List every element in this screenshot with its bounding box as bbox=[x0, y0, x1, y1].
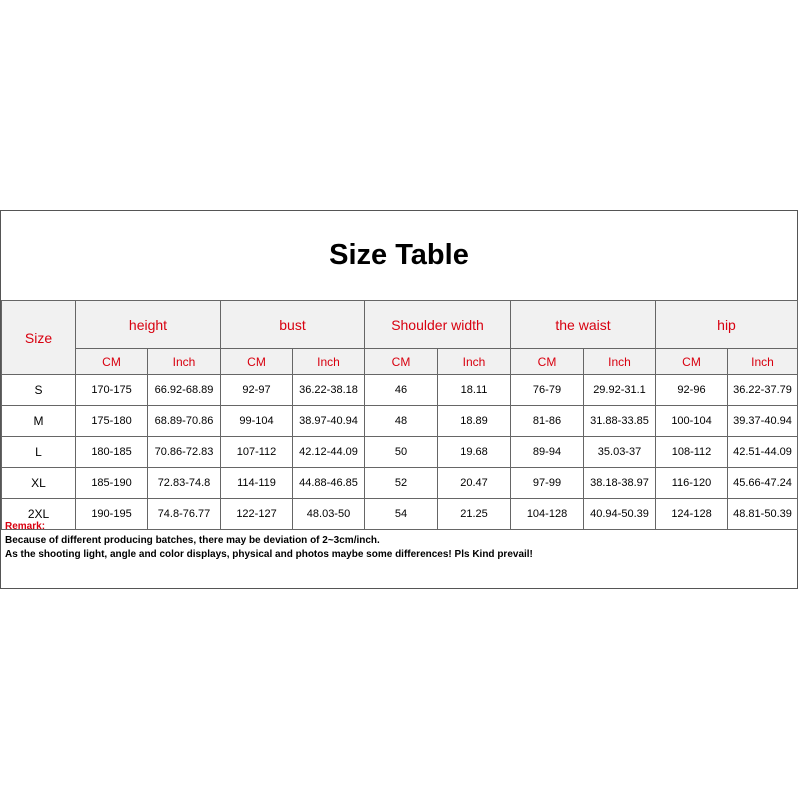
table-cell: 81-86 bbox=[511, 406, 584, 437]
table-cell: 19.68 bbox=[438, 437, 511, 468]
size-cell: XL bbox=[2, 468, 76, 499]
table-cell: 122-127 bbox=[221, 499, 293, 530]
table-cell: 52 bbox=[365, 468, 438, 499]
table-cell: 74.8-76.77 bbox=[148, 499, 221, 530]
page-title: Size Table bbox=[329, 239, 469, 271]
remark bbox=[5, 520, 795, 562]
group-header-shoulder-width: Shoulder width bbox=[365, 301, 511, 349]
remark-line: Because of different producing batches, there may be deviation of 2~3cm/inch. bbox=[5, 535, 380, 546]
table-cell: 68.89-70.86 bbox=[148, 406, 221, 437]
table-cell: 42.51-44.09 bbox=[728, 437, 798, 468]
table-cell: 40.94-50.39 bbox=[584, 499, 656, 530]
table-row bbox=[2, 375, 798, 406]
table-cell: 18.89 bbox=[438, 406, 511, 437]
size-header: Size bbox=[2, 301, 76, 375]
table-cell: 76-79 bbox=[511, 375, 584, 406]
table-cell: 50 bbox=[365, 437, 438, 468]
table-cell: 92-96 bbox=[656, 375, 728, 406]
table-cell: 116-120 bbox=[656, 468, 728, 499]
table-cell: 175-180 bbox=[76, 406, 148, 437]
unit-header: CM bbox=[76, 349, 148, 375]
size-cell: L bbox=[2, 437, 76, 468]
unit-header: CM bbox=[511, 349, 584, 375]
table-cell: 46 bbox=[365, 375, 438, 406]
unit-header: Inch bbox=[438, 349, 511, 375]
table-cell: 54 bbox=[365, 499, 438, 530]
group-header-height: height bbox=[76, 301, 221, 349]
table-cell: 20.47 bbox=[438, 468, 511, 499]
table-row bbox=[2, 406, 798, 437]
unit-header: CM bbox=[221, 349, 293, 375]
size-table bbox=[1, 300, 798, 530]
table-cell: 107-112 bbox=[221, 437, 293, 468]
size-chart bbox=[0, 210, 798, 589]
table-cell: 72.83-74.8 bbox=[148, 468, 221, 499]
table-cell: 31.88-33.85 bbox=[584, 406, 656, 437]
table-cell: 36.22-37.79 bbox=[728, 375, 798, 406]
table-cell: 190-195 bbox=[76, 499, 148, 530]
unit-header: Inch bbox=[584, 349, 656, 375]
table-cell: 66.92-68.89 bbox=[148, 375, 221, 406]
unit-header: CM bbox=[365, 349, 438, 375]
group-header-waist: the waist bbox=[511, 301, 656, 349]
table-cell: 35.03-37 bbox=[584, 437, 656, 468]
table-cell: 38.97-40.94 bbox=[293, 406, 365, 437]
table-cell: 38.18-38.97 bbox=[584, 468, 656, 499]
table-cell: 185-190 bbox=[76, 468, 148, 499]
table-cell: 97-99 bbox=[511, 468, 584, 499]
table-cell: 104-128 bbox=[511, 499, 584, 530]
table-cell: 39.37-40.94 bbox=[728, 406, 798, 437]
table-cell: 18.11 bbox=[438, 375, 511, 406]
remark-title: Remark: bbox=[5, 521, 46, 532]
table-row bbox=[2, 468, 798, 499]
unit-header: Inch bbox=[728, 349, 798, 375]
table-cell: 48.03-50 bbox=[293, 499, 365, 530]
table-row bbox=[2, 437, 798, 468]
group-header-bust: bust bbox=[221, 301, 365, 349]
table-cell: 36.22-38.18 bbox=[293, 375, 365, 406]
table-cell: 21.25 bbox=[438, 499, 511, 530]
table-cell: 124-128 bbox=[656, 499, 728, 530]
table-cell: 99-104 bbox=[221, 406, 293, 437]
size-cell: 2XL bbox=[2, 499, 76, 530]
table-cell: 29.92-31.1 bbox=[584, 375, 656, 406]
group-header-row bbox=[2, 301, 798, 349]
table-cell: 45.66-47.24 bbox=[728, 468, 798, 499]
table-cell: 89-94 bbox=[511, 437, 584, 468]
group-header-hip: hip bbox=[656, 301, 798, 349]
table-cell: 114-119 bbox=[221, 468, 293, 499]
table-cell: 108-112 bbox=[656, 437, 728, 468]
table-cell: 44.88-46.85 bbox=[293, 468, 365, 499]
unit-header-row bbox=[2, 349, 798, 375]
table-cell: 180-185 bbox=[76, 437, 148, 468]
table-cell: 42.12-44.09 bbox=[293, 437, 365, 468]
unit-header: Inch bbox=[148, 349, 221, 375]
table-cell: 70.86-72.83 bbox=[148, 437, 221, 468]
size-cell: M bbox=[2, 406, 76, 437]
table-cell: 170-175 bbox=[76, 375, 148, 406]
size-cell: S bbox=[2, 375, 76, 406]
table-cell: 92-97 bbox=[221, 375, 293, 406]
table-cell: 48.81-50.39 bbox=[728, 499, 798, 530]
table-cell: 48 bbox=[365, 406, 438, 437]
table-cell: 100-104 bbox=[656, 406, 728, 437]
unit-header: CM bbox=[656, 349, 728, 375]
unit-header: Inch bbox=[293, 349, 365, 375]
remark-line: As the shooting light, angle and color displays, physical and photos maybe some differences! Pls Kind prevail! bbox=[5, 549, 533, 560]
